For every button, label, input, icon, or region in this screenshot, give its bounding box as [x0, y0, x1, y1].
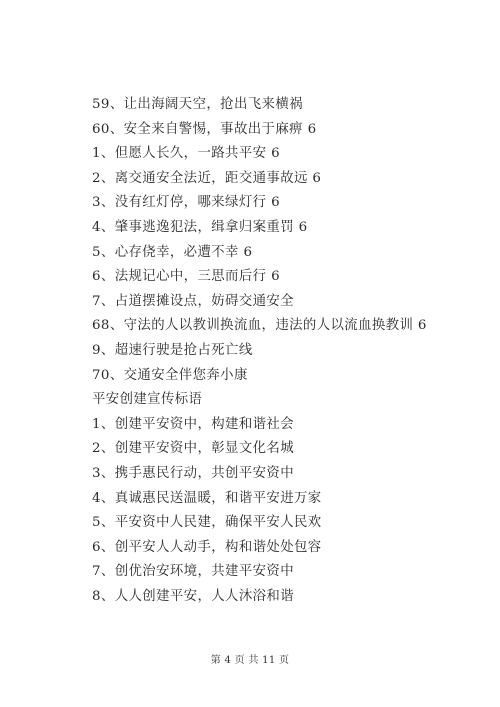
slogan-line: 1、但愿人长久，一路共平安 6 — [92, 146, 280, 162]
slogan-line: 2、离交通安全法近，距交通事故远 6 — [92, 170, 322, 186]
slogan-line: 59、让出海阔天空，抢出飞来横祸 — [92, 97, 303, 112]
slogan-line: 70、交通安全伴您奔小康 — [92, 367, 248, 383]
slogan-line: 5、心存侥幸，必遭不幸 6 — [92, 244, 253, 260]
slogan-line: 68、守法的人以教训换流血，违法的人以流血换教训 6 — [92, 318, 427, 334]
slogan-line: 3、没有红灯停，哪来绿灯行 6 — [92, 195, 280, 211]
slogan-line: 7、占道摆摊设点，妨碍交通安全 — [92, 293, 294, 309]
slogan-line: 3、携手惠民行动，共创平安资中 — [92, 465, 294, 481]
slogan-line: 8、人人创建平安，人人沐浴和谐 — [92, 588, 294, 604]
slogan-line: 5、平安资中人民建，确保平安人民欢 — [92, 515, 322, 531]
slogan-line: 60、安全来自警惕，事故出于麻痹 6 — [92, 121, 317, 137]
slogan-line: 6、创平安人人动手，构和谐处处包容 — [92, 539, 322, 555]
section-heading: 平安创建宣传标语 — [92, 392, 203, 408]
page-number-footer: 第 4 页 共 11 页 — [210, 655, 290, 666]
slogan-line: 6、法规记心中，三思而后行 6 — [92, 269, 280, 285]
slogan-line: 2、创建平安资中，彰显文化名城 — [92, 441, 294, 457]
slogan-line: 7、创优治安环境，共建平安资中 — [92, 564, 294, 580]
slogan-line: 1、创建平安资中，构建和谐社会 — [92, 416, 294, 432]
slogan-line: 9、超速行驶是抢占死亡线 — [92, 342, 253, 358]
slogan-list — [92, 93, 427, 609]
slogan-line: 4、真诚惠民送温暖，和谐平安进万家 — [92, 490, 322, 506]
slogan-line: 4、肇事逃逸犯法，缉拿归案重罚 6 — [92, 219, 308, 235]
